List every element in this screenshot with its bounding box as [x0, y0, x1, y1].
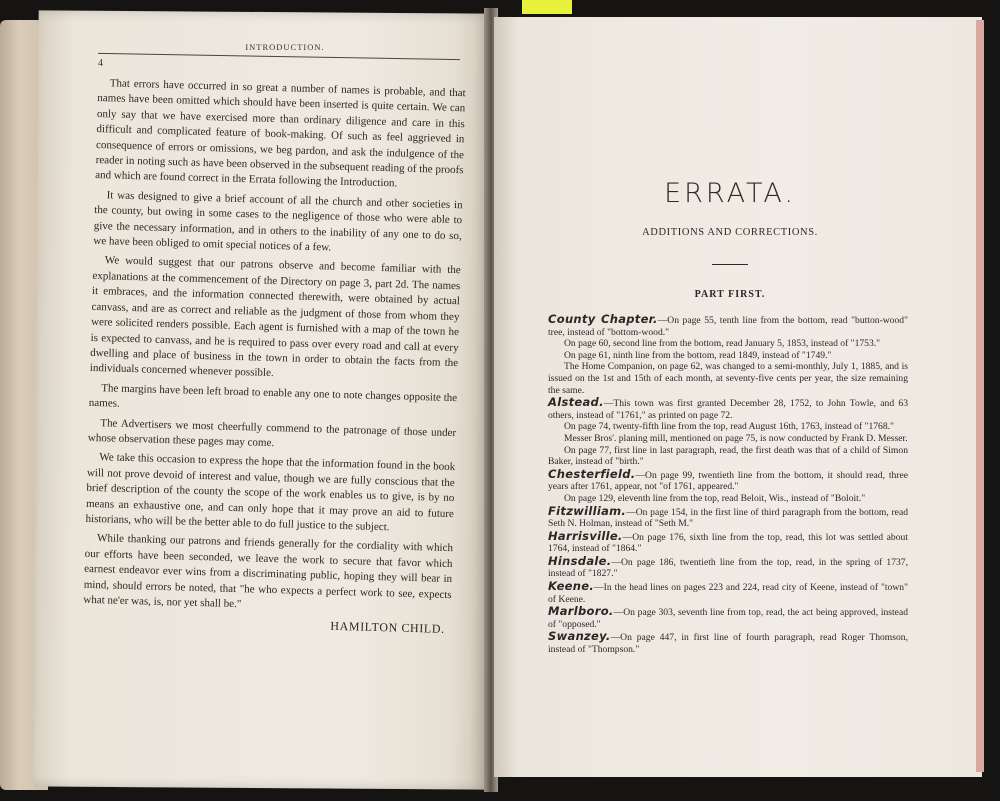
- errata-entry: [548, 503, 908, 530]
- place-name: County Chapter.: [548, 312, 658, 326]
- errata-entry: [548, 553, 908, 580]
- place-name: Alstead.: [548, 395, 604, 410]
- place-name: Fitzwilliam.: [548, 503, 627, 518]
- place-name: Swanzey.: [548, 629, 611, 644]
- errata-title: ERRATA.: [664, 178, 796, 209]
- entry-line: On page 60, second line from the bottom, read January 5, 1853, instead of "1753.": [564, 338, 881, 350]
- errata-entry: [548, 631, 908, 655]
- yellow-bookmark-tab: [522, 0, 572, 14]
- errata-entry: [548, 466, 908, 505]
- place-name: Hinsdale.: [548, 553, 612, 568]
- entry-line: —On page 186, twentieth line from the top, read, in the spring of 1737, instead of "1827.": [548, 556, 908, 580]
- errata-entry: [548, 581, 908, 605]
- section-rule: [712, 264, 748, 265]
- page-number: 4: [98, 58, 103, 69]
- introduction-text: [83, 76, 466, 638]
- paragraph: The margins have been left broad to enable any one to note changes opposite the names.: [88, 381, 458, 410]
- errata-entries: [548, 314, 908, 657]
- entry-line: On page 129, eleventh line from the top, read Beloit, Wis., instead of "Boloit.": [564, 492, 866, 504]
- entry-line: —On page 154, in the first line of third paragraph from the bottom, read Seth N. Holman, instead of "Seth M.": [548, 506, 908, 530]
- entry-line: On page 74, twenty-fifth line from the top, read August 16th, 1763, instead of "1768.": [564, 421, 894, 433]
- entry-line: —In the head lines on pages 223 and 224, read city of Keene, instead of "town" of Keene.: [548, 582, 908, 605]
- place-name: Keene.: [548, 579, 595, 594]
- errata-entry: [548, 397, 908, 468]
- entry-line: —This town was first granted December 28, 1752, to John Towle, and 63 others, instead of "1761," as printed on page 72.: [548, 398, 908, 421]
- entry-line: —On page 176, sixth line from the top, read, this lot was settled about 1764, instead of "1864.": [548, 531, 908, 555]
- entry-line: —On page 99, twentieth line from the bottom, it should read, three years after 1761, appear, not "of 1761, appeared.": [548, 469, 908, 493]
- paragraph: We take this occasion to express the hope that the information found in the book will not prove devoid of interest and value, though we are fully conscious that the brief description of the county the scope of the work enables us to give, is by no means an exhaustive one, and can only hope that it may prove an aid to future historians, who will be the better able to do full justice to the subject.: [85, 451, 456, 534]
- entry-line: The Home Companion, on page 62, was changed to a semi-monthly, July 1, 1885, and is issued on the 1st and 15th of each month, at seventy-five cents per year, the size remaining the same.: [548, 361, 908, 396]
- entry-line: Messer Bros'. planing mill, mentioned on page 75, is now conducted by Frank D. Messer.: [564, 432, 908, 444]
- paragraph: We would suggest that our patrons observe and become familiar with the explanations at the commencement of the Directory on page 3, part 2d. The names it embraces, and the information connected therewith, were obtained by actual canvass, and are as correct and reliable as the judgment of those from whom they were solicited renders possible. Each agent is furnished with a map of the town he is expected to canvass, and he is required to pass over every road and call at every dwelling and place of business in the town in order to obtain the facts from the individuals concerned whenever possible.: [89, 254, 461, 380]
- errata-entry: [548, 606, 908, 630]
- right-page-edge: [976, 20, 984, 772]
- entry-line: On page 61, ninth line from the bottom, read 1849, instead of "1749.": [564, 349, 832, 361]
- entry-line: —On page 55, tenth line from the bottom, read "button-wood" tree, instead of "bottom-wood.": [548, 315, 908, 338]
- entry-line: —On page 303, seventh line from top, read, the act being approved, instead of "opposed.": [548, 607, 908, 630]
- errata-entry: [548, 528, 908, 555]
- entry-line: On page 77, first line in last paragraph, read, the first death was that of a child of Simon Baker, instead of "birth.": [548, 444, 908, 468]
- paragraph: The Advertisers we most cheerfully commend to the patronage of those under whose observation these pages may come.: [87, 416, 457, 449]
- paragraph: It was designed to give a brief account of all the church and other societies in the county, but owing in some cases to the negligence of those who were able to give the necessary information, and in others to the inability of any one to do so, we have been obliged to omit special notices of a few.: [93, 189, 463, 254]
- errata-entry: [548, 314, 908, 396]
- entry-line: —On page 447, in first line of fourth paragraph, read Roger Thomson, instead of "Thompson.": [548, 632, 908, 656]
- place-name: Chesterfield.: [548, 466, 636, 481]
- place-name: Marlboro.: [548, 604, 614, 619]
- part-heading: PART FIRST.: [694, 289, 766, 300]
- running-head: INTRODUCTION.: [245, 42, 325, 52]
- place-name: Harrisville.: [548, 528, 623, 543]
- signature: HAMILTON CHILD.: [330, 619, 445, 637]
- paragraph: That errors have occurred in so great a number of names is probable, and that names have been omitted which should have been inserted is quite certain. We can only say that we have exercised more than ordinary diligence and care in this difficult and complicated feature of book-making. Of such as feel aggrieved in consequence of errors or omissions, we beg pardon, and ask the indulgence of the reader in noting such as have been observed in the subsequent reading of the proofs and which are found correct in the Errata following the Introduction.: [95, 77, 466, 190]
- paragraph: While thanking our patrons and friends generally for the cordiality with which our efforts have been seconded, we leave the work to secure that favor which earnest endeavor ever wins from a discriminating public, hoping they will bear in mind, should errors be noted, that "he who expects a perfect work to see, expects what ne'er was, is, nor yet shall be.": [83, 532, 454, 611]
- errata-subtitle: ADDITIONS AND CORRECTIONS.: [642, 227, 818, 238]
